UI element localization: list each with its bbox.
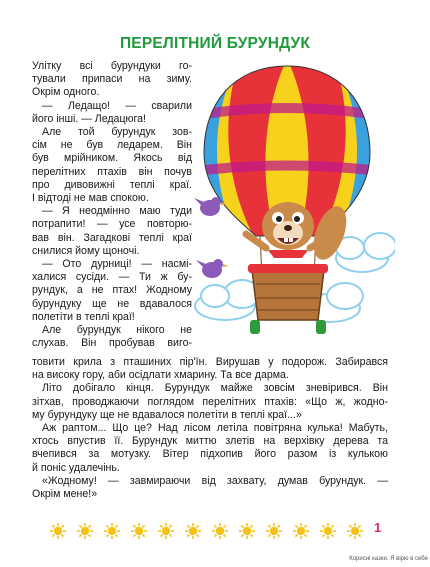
story-title: ПЕРЕЛІТНИЙ БУРУНДУК: [119, 35, 311, 52]
text-line: Але той бурундук зов-: [42, 126, 192, 139]
bird-icon: [196, 259, 228, 278]
text-line: потрапити! — усе повторю-: [32, 218, 192, 231]
text-line: Окрім одного.: [32, 86, 100, 99]
sun-icon: [185, 523, 201, 539]
text-line: му бурундуку ще не вдавалося полетіти в теплі краї...»: [32, 408, 302, 421]
text-line: бурундуку ще не вдавалося: [32, 297, 192, 310]
text-line: — Ледащо! — сварили: [42, 99, 192, 112]
text-line: халися сусіди. — Ти ж бу-: [32, 271, 192, 284]
text-line: Літо добігало кінця. Бурундук майже зовсім зневірився. Він: [42, 382, 388, 395]
text-line: зітхав, проводжаючи поглядом перелітних птахів: «Що ж, жодно-: [32, 395, 388, 408]
sun-icon: [266, 523, 282, 539]
text-line: тували припаси на зиму.: [32, 73, 192, 86]
story-text-column: [32, 60, 192, 350]
text-line: вав він. Загадкові теплі краї: [32, 231, 192, 244]
text-line: його інші. — Ледацюга!: [32, 112, 146, 125]
sun-icon: [50, 523, 66, 539]
text-line: слухав. Він пробував виго-: [32, 337, 192, 350]
page-number: 1: [374, 520, 382, 535]
text-line: Окрім мене!»: [32, 488, 98, 501]
sun-icon: [212, 523, 228, 539]
text-line: — Ото дурниці! — насмі-: [42, 258, 192, 271]
text-line: сім не був ледарем. Він: [32, 139, 192, 152]
text-line: Аж раптом... Що це? Над лісом летіла повітряна кулька! Мабуть,: [42, 422, 388, 435]
sun-icon: [239, 523, 255, 539]
sun-icon: [158, 523, 174, 539]
text-line: рундук, а не птах! Жодному: [32, 284, 192, 297]
sun-icon: [77, 523, 93, 539]
text-line: вчепився за мотузку. Вітер підхопив його разом із кулькою: [32, 448, 388, 461]
text-line: товити крила з пташиних пір'їн. Вирушав у подорож. Забирався: [32, 356, 388, 368]
cloud-icon: [336, 233, 395, 272]
text-line: І відтоді не мав спокою.: [32, 192, 149, 205]
story-text-bottom: [32, 356, 388, 501]
sun-decoration-row: [48, 516, 368, 546]
text-line: «Жодному! — завмираючи від захвату, думав бурундук. —: [42, 474, 388, 487]
text-line: хтось впустив її. Бурундук миттю злетів на верхівку дерева та: [32, 435, 388, 448]
sun-icon: [104, 523, 120, 539]
text-line: Улітку всі бурундуки го-: [32, 60, 192, 72]
hot-air-balloon-illustration: [180, 58, 395, 348]
text-line: перелітних птахів він почув: [32, 165, 192, 178]
sun-icon: [293, 523, 309, 539]
text-line: снилися йому щоночі.: [32, 244, 140, 257]
text-line: про дивовижні теплі краї.: [32, 178, 192, 191]
basket-icon: [248, 264, 328, 334]
text-line: полетіти в теплі краї!: [32, 310, 135, 323]
sun-icon: [320, 523, 336, 539]
text-line: Але бурундук нікого не: [42, 324, 192, 337]
text-line: був мрійником. Якось від: [32, 152, 192, 165]
footer-note: Корисні казки. Я вірю в себе: [349, 556, 428, 562]
text-line: й поніс удалечінь.: [32, 461, 120, 474]
text-line: на високу гору, аби осідлати хмарину. Та все дарма.: [32, 369, 289, 382]
sun-icon: [347, 523, 363, 539]
sun-icon: [131, 523, 147, 539]
text-line: — Я неодмінно маю туди: [42, 205, 192, 218]
